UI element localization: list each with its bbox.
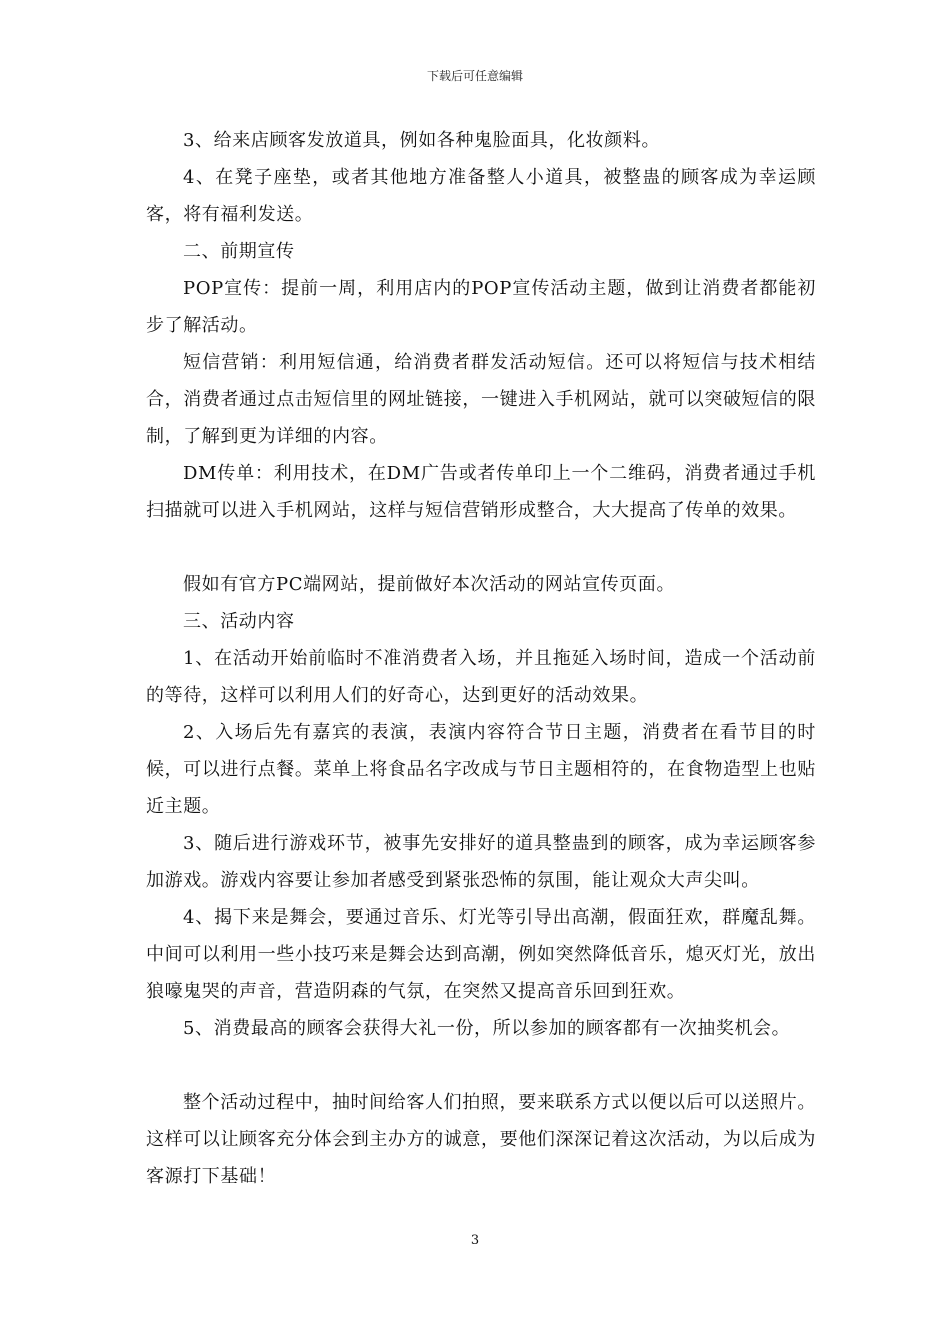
section-heading-activity: 三、活动内容	[183, 611, 295, 632]
section-heading-promotion: 二、前期宣传	[183, 241, 295, 262]
paragraph-dm-flyer: DM传单：利用技术，在DM广告或者传单印上一个二维码，消费者通过手机扫描就可以进入手机网站，这样与短信营销形成整合，大大提高了传单的效果。	[146, 463, 816, 521]
paragraph-closing: 整个活动过程中，抽时间给客人们拍照，要来联系方式以便以后可以送照片。这样可以让顾客充分体会到主办方的诚意，要他们深深记着这次活动，为以后成为客源打下基础！	[146, 1092, 816, 1187]
paragraph-activity-5: 5、消费最高的顾客会获得大礼一份，所以参加的顾客都有一次抽奖机会。	[183, 1018, 791, 1039]
paragraph-sms-marketing: 短信营销：利用短信通，给消费者群发活动短信。还可以将短信与技术相结合，消费者通过点击短信里的网址链接，一键进入手机网站，就可以突破短信的限制，了解到更为详细的内容。	[146, 352, 816, 447]
paragraph-prank-props: 4、在凳子座垫，或者其他地方准备整人小道具，被整蛊的顾客成为幸运顾客，将有福利发送。	[146, 167, 816, 225]
paragraph-pop-promotion: POP宣传：提前一周，利用店内的POP宣传活动主题，做到让消费者都能初步了解活动。	[146, 278, 816, 336]
blank-line	[146, 1047, 816, 1084]
paragraph-activity-2: 2、入场后先有嘉宾的表演，表演内容符合节日主题，消费者在看节目的时候，可以进行点餐。菜单上将食品名字改成与节日主题相符的，在食物造型上也贴近主题。	[146, 722, 816, 817]
paragraph-activity-4: 4、揭下来是舞会，要通过音乐、灯光等引导出高潮，假面狂欢，群魔乱舞。中间可以利用一些小技巧来是舞会达到高潮，例如突然降低音乐，熄灭灯光，放出狼嚎鬼哭的声音，营造阴森的气氛，在突然又提高音乐回到狂欢。	[146, 907, 816, 1002]
page-header: 下载后可任意编辑	[426, 69, 523, 83]
paragraph-activity-3: 3、随后进行游戏环节，被事先安排好的道具整蛊到的顾客，成为幸运顾客参加游戏。游戏内容要让参加者感受到紧张恐怖的氛围，能让观众大声尖叫。	[146, 833, 816, 891]
paragraph-activity-1: 1、在活动开始前临时不准消费者入场，并且拖延入场时间，造成一个活动前的等待，这样可以利用人们的好奇心，达到更好的活动效果。	[146, 648, 816, 706]
blank-line	[146, 529, 816, 566]
paragraph-pc-website: 假如有官方PC端网站，提前做好本次活动的网站宣传页面。	[183, 574, 676, 595]
document-body	[146, 122, 816, 1195]
page-number: 3	[470, 1233, 480, 1248]
paragraph-give-props: 3、给来店顾客发放道具，例如各种鬼脸面具，化妆颜料。	[183, 130, 661, 151]
